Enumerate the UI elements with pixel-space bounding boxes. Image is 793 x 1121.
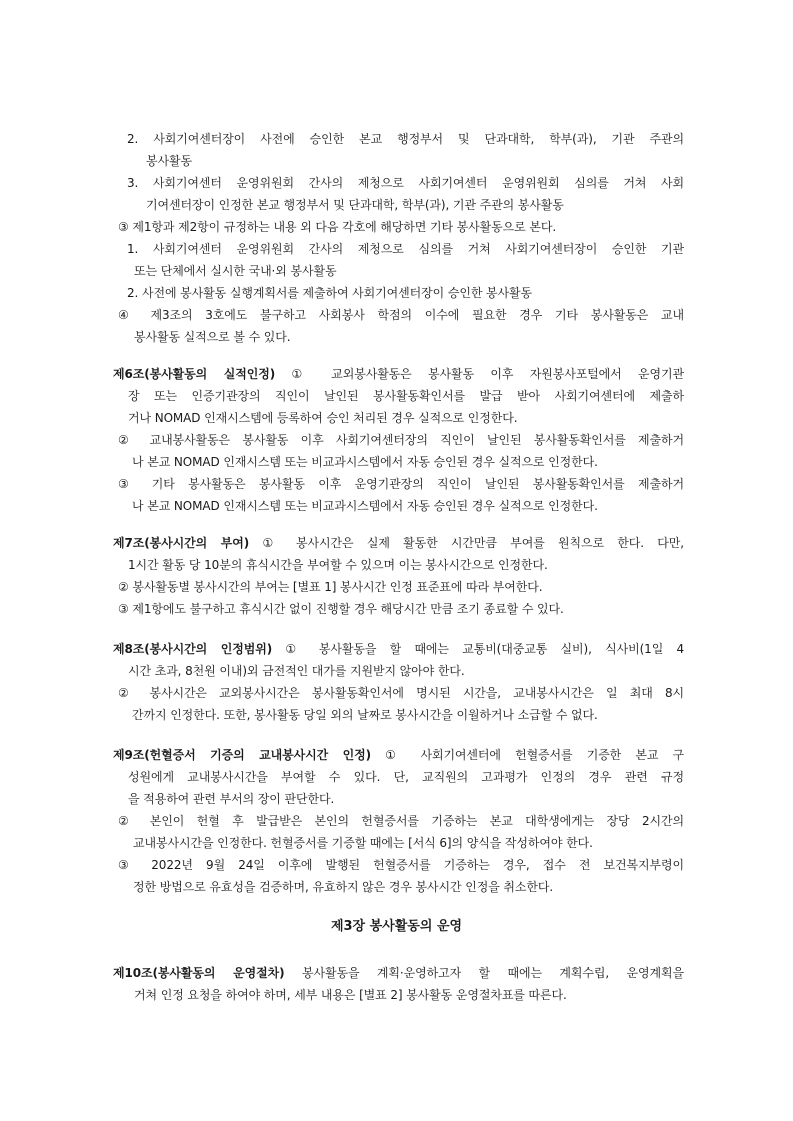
article-7-text: ① 봉사시간은 실제 활동한 시간만큼 부여를 원칙으로 한다. 다만, [262,536,685,550]
article-8-first-line [113,641,684,657]
chapter-3-title: 제3장 봉사활동의 운영 [330,919,463,934]
article-6-text: ① 교외봉사활동은 봉사활동 이후 자원봉사포털에서 운영기관 [291,367,684,381]
article-10-line-2: 거쳐 인정 요청을 하여야 하며, 세부 내용은 [별표 2] 봉사활동 운영절차표를 따른다. [134,988,567,1002]
article-6-line-3: 거나 NOMAD 인재시스템에 등록하여 승인 처리된 경우 실적으로 인정한다. [128,411,518,425]
article-9-line-6: ③ 2022년 9월 24일 이후에 발행된 헌혈증서를 기증하는 경우, 접수 전 보건복지부령이 [118,858,684,872]
article-9-line-4: ② 본인이 헌혈 후 발급받은 본인의 헌혈증서를 기증하는 본교 대학생에게는 장당 2시간의 [118,814,684,828]
article-7-line-3: ② 봉사활동별 봉사시간의 부여는 [별표 1] 봉사시간 인정 표준표에 따라 부여한다. [118,580,543,594]
article-9-line-7: 정한 방법으로 유효성을 검증하며, 유효하지 않은 경우 봉사시간 인정을 취소한다. [133,880,554,894]
article-9-text: ① 사회기여센터에 헌혈증서를 기증한 본교 구 [385,748,684,762]
article-8-heading: 제8조(봉사시간의 인정범위) [113,642,273,656]
article-7-first-line [113,535,684,551]
article-9-line-3: 을 적용하여 관련 부서의 장이 판단한다. [128,792,335,806]
paragraph-3: ③ 제1항과 제2항이 규정하는 내용 외 다음 각호에 해당하면 기타 봉사활동으로 본다. [118,220,557,234]
article-6-line-2: 장 또는 인증기관장의 직인이 날인된 봉사활동확인서를 발급 받아 사회기여센터에 제출하 [128,389,684,403]
article-6-line-7: 나 본교 NOMAD 인재시스템 또는 비교과시스템에서 자동 승인된 경우 실적으로 인정한다. [132,499,598,513]
article-7-line-4: ③ 제1항에도 불구하고 휴식시간 없이 진행할 경우 해당시간 만큼 조기 종료할 수 있다. [118,602,564,616]
article-8-line-4: 간까지 인정한다. 또한, 봉사활동 당일 외의 날짜로 봉사시간을 이월하거나 소급할 수 없다. [132,708,598,722]
paragraph-4-line-1: ④ 제3조의 3호에도 불구하고 사회봉사 학점의 이수에 필요한 경우 기타 봉사활동은 교내 [118,308,684,322]
subitem-1-line-2: 또는 단체에서 실시한 국내·외 봉사활동 [134,264,337,278]
item-2-line-1: 2. 사회기여센터장이 사전에 승인한 본교 행정부서 및 단과대학, 학부(과), 기관 주관의 [127,132,684,146]
article-10-heading: 제10조(봉사활동의 운영절차) [113,966,285,980]
item-3-line-1: 3. 사회기여센터 운영위원회 간사의 제청으로 사회기여센터 운영위원회 심의를 거쳐 사회 [127,176,684,190]
article-9-first-line [113,747,684,763]
paragraph-4-line-2: 봉사활동 실적으로 볼 수 있다. [134,330,291,344]
article-6-line-6: ③ 기타 봉사활동은 봉사활동 이후 운영기관장의 직인이 날인된 봉사활동확인서를 제출하거 [118,477,684,491]
item-2-line-2: 봉사활동 [146,154,192,168]
article-7-heading: 제7조(봉사시간의 부여) [113,536,250,550]
article-6-first-line [113,366,684,382]
article-10-first-line [113,965,684,981]
subitem-2: 2. 사전에 봉사활동 실행계획서를 제출하여 사회기여센터장이 승인한 봉사활동 [127,286,532,300]
article-8-text: ① 봉사활동을 할 때에는 교통비(대중교통 실비), 식사비(1일 4 [285,642,685,656]
article-6-line-5: 나 본교 NOMAD 인재시스템 또는 비교과시스템에서 자동 승인된 경우 실적으로 인정한다. [132,455,598,469]
article-9-line-5: 교내봉사시간을 인정한다. 헌혈증서를 기증할 때에는 [서식 6]의 양식을 작성하여야 한다. [133,836,593,850]
item-3-line-2: 기여센터장이 인정한 본교 행정부서 및 단과대학, 학부(과), 기관 주관의 봉사활동 [146,198,564,212]
article-10-text: 봉사활동을 계획·운영하고자 할 때에는 계획수립, 운영계획을 [301,966,685,980]
article-6-heading: 제6조(봉사활동의 실적인정) [113,367,276,381]
article-8-line-2: 시간 초과, 8천원 이내)외 금전적인 대가를 지원받지 않아야 한다. [128,664,465,678]
subitem-1-line-1: 1. 사회기여센터 운영위원회 간사의 제청으로 심의를 거쳐 사회기여센터장이 승인한 기관 [127,242,684,256]
article-7-line-2: 1시간 활동 당 10분의 휴식시간을 부여할 수 있으며 이는 봉사시간으로 인정한다. [128,558,548,572]
article-6-line-4: ② 교내봉사활동은 봉사활동 이후 사회기여센터장의 직인이 날인된 봉사활동확인서를 제출하거 [118,433,684,447]
article-9-heading: 제9조(헌혈증서 기증의 교내봉사시간 인정) [113,748,371,762]
article-9-line-2: 성원에게 교내봉사시간을 부여할 수 있다. 단, 교직원의 고과평가 인정의 경우 관련 규정 [128,770,684,784]
article-8-line-3: ② 봉사시간은 교외봉사시간은 봉사활동확인서에 명시된 시간을, 교내봉사시간은 일 최대 8시 [118,686,684,700]
